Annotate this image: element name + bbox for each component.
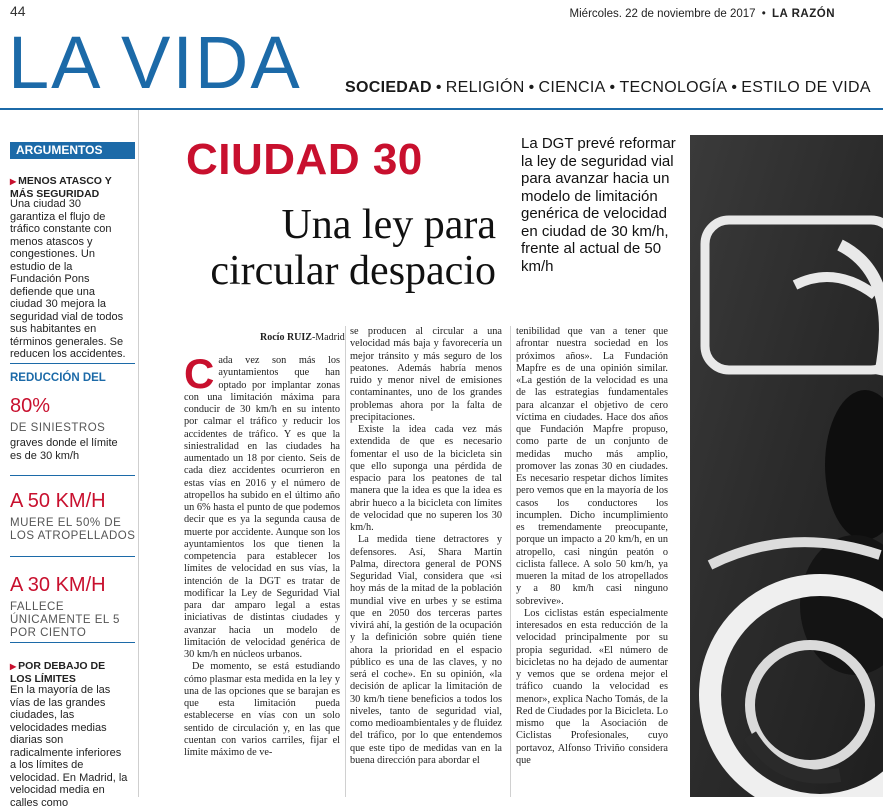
article-paragraph: De momento, se está estudiando cómo plasmar esta medida en la ley y una de las opciones que se barajan es que esta limitación pueda establecerse en vías con un solo sentido de circulación y, en las que cuentan con varios carriles, fijar el límite máximo de ve- [184,661,340,758]
street-photo [690,135,883,797]
section-nav-sociedad: SOCIEDAD [345,79,432,96]
column-rule [345,326,346,797]
sidebar-item1-heading: ▶ MENOS ATASCO Y MÁS SEGURIDAD [10,175,112,200]
sidebar-divider [10,475,135,476]
sidebar-divider [10,556,135,557]
sidebar-item2-heading: ▶ POR DEBAJO DE LOS LÍMITES [10,660,106,685]
triangle-bullet-icon: ▶ [10,662,17,671]
stat3-value: A 30 KM/H [10,574,106,596]
reduction-label: REDUCCIÓN DEL [10,372,106,384]
section-nav-estilo-de-vida: ESTILO DE VIDA [741,79,871,96]
article-headline: Una ley para circular despacio [210,202,496,294]
stat1-caption: DE SINIESTROS [10,422,106,434]
sidebar-item2-text: En la mayoría de las vías de las grandes ciudades, las velocidades medias diarias son radicalmente inferiores a los límites de velocidad. En Madrid, la velocidad media en calles como [10,684,128,809]
stat1-text: graves donde el límite es de 30 km/h [10,437,118,462]
header-separator: • [761,8,766,20]
stat3-caption: FALLECE ÚNICAMENTE EL 5 POR CIENTO [10,601,120,639]
page-number: 44 [10,3,26,19]
column-rule [510,326,511,797]
article-paragraph: Los ciclistas están especialmente interesados en esta reducción de la velocidad principalmente por su propia seguridad. «El número de bicicletas no ha dejado de aumentar y vemos que se ordena mejor el tráfico cuando la velocidad es menor», explica Nacho Tomás, de la Red de Ciudades por la Bicicleta. Lo mismo que la Asociación de Ciclistas Profesionales, cuyo portavoz, Alfonso Triviño considera que [516,607,668,766]
section-nav-religion: RELIGIÓN [445,79,525,96]
stat2-caption: MUERE EL 50% DE LOS ATROPELLADOS [10,517,136,542]
article-paragraph: La medida tiene detractores y defensores. Así, Shara Martín Palma, directora general de PONS Seguridad Vial, considera que «si hoy más de la mitad de la población mundial vive en urbes y se estima que en 2050 dos terceras partes vivirá ahí, la gestión de la ocupación y la definición sobre quién tiene ahora la prioridad en el espacio público es una de las claves, y no será el coche». En su opinión, «la decisión de aplicar la limitación de 30 km/h tiene beneficios a todos los niveles, tanto de seguridad vial, como medioambientales y de fluidez del tráfico, por lo que entendemos que este tipo de medidas van en la buena dirección para abordar el [350,534,502,766]
sidebar-item1-text: Una ciudad 30 garantiza el flujo de tráfico constante con menos atascos y congestiones. Un estudio de la Fundación Pons defiende que una ciudad 30 mejora la seguridad vial de todos sus habitantes en términos generales. Se reducen los accidentes. [10,198,126,360]
article-paragraph: Existe la idea cada vez más extendida de que es necesario fomentar el uso de la bicicleta sin que ello suponga una pérdida de espacio para los peatones de tal manera que la idea es que la idea es abrir hueco a la bicicleta con límites de velocidad que no superen los 30 km/h. [350,424,502,533]
section-nav: SOCIEDAD • RELIGIÓN • CIENCIA • TECNOLOGÍA • ESTILO DE VIDA [345,79,871,96]
section-title: LA VIDA [8,21,302,104]
sidebar-divider [10,642,135,643]
article-column-2 [350,326,502,767]
byline-place: -Madrid [311,332,345,343]
article-kicker: CIUDAD 30 [186,135,423,184]
article-paragraph: tenibilidad que van a tener que afrontar nuestra sociedad en los próximos años». La Fundación Mapfre es de una opinión similar. «La gestión de la velocidad es una de las estrategias fundamentales para alcanzar el objetivo de cero víctima en ciudades. Hace dos años que Fundación Mapfre propuso, como parte de un conjunto de medidas mucho más amplio, promover las zonas 30 en ciudades. Es necesario respetar dichos límites pero vemos que en la mayoría de los casos los conductores los incumplen. Dicho incumplimiento es tremendamente preocupante, porque un impacto a 20 km/h, en un atropello, casi ningún peatón o ciclista fallece. A solo 50 km/h, ya mueren la mitad de los atropellados y a 80 km/h casi ninguno sobrevive». [516,326,668,607]
byline [260,332,345,344]
article-paragraph: Cada vez son más los ayuntamientos que han optado por implantar zonas con una limitación máxima para conducir de 30 km/h en su intento por calmar el tráfico y reducir los accidentes de tráfico. Y es que la siniestralidad en las ciudades ha aumentado un 18 por ciento. Seis de cada diez accidentes ocurrieron en estas vías en 2016 y el número de atropellos ha subido en el último año un 6% hasta el punto de que podemos decir que es ya la segunda causa de muerte por accidente. Aunque son los ayuntamientos los que tienen la competencia para establecer los límites de velocidad en sus vías, la intención de la DGT es tratar de modificar la Ley de Seguridad Vial para dar amparo legal a estas iniciativas de distintas ciudades y avanzar hacia un modelo de limitación de velocidad genérica de 30 km/h en núcleos urbanos. [184,350,340,660]
sidebar-title: ARGUMENTOS [10,142,135,159]
article-paragraph: se producen al circular a una velocidad más baja y favorecería un mejor tránsito y más seguro de los peatones. Además habría menos ruido y menor nivel de emisiones contaminantes, uno de los grandes problemas ahora por la falta de precipitaciones. [350,326,502,423]
drop-cap: C [184,350,215,397]
article-deck: La DGT prevé reformar la ley de seguridad vial para avanzar hacia un modelo de limitación genérica de velocidad en ciudad de 30 km/h, frente al actual de 50 km/h [521,135,676,275]
sidebar-divider-vertical [138,110,139,797]
stat2-value: A 50 KM/H [10,490,106,512]
byline-author: Rocío RUIZ [260,332,312,343]
section-nav-ciencia: CIENCIA [538,79,606,96]
sidebar-divider [10,363,135,364]
section-nav-tecnologia: TECNOLOGÍA [619,79,728,96]
stat1-value: 80% [10,395,51,417]
road-marking-image [690,135,883,797]
issue-date: Miércoles. 22 de noviembre de 2017 [569,8,756,20]
sidebar-argumentos [0,110,138,809]
article-column-3 [516,326,668,767]
issue-date-line [570,8,835,20]
publication-name: LA RAZÓN [772,8,835,20]
triangle-bullet-icon: ▶ [10,177,17,186]
article-column-1 [184,350,340,759]
